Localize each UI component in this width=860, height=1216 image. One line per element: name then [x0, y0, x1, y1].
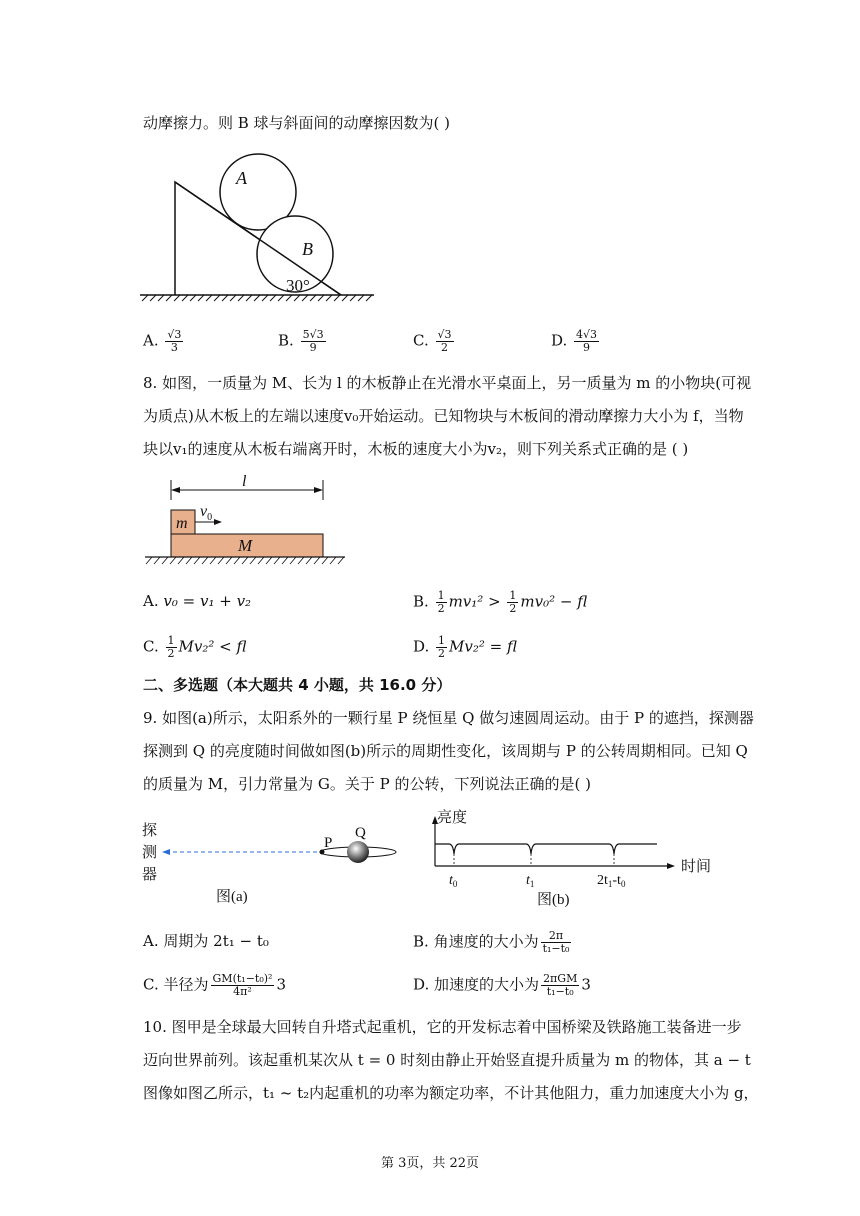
- planet-p-label: P: [324, 835, 333, 851]
- q8-board-figure: [140, 470, 360, 570]
- q8-option-d[interactable]: D. $\frac{1}{2}$ Mv₂² = fl: [413, 634, 518, 660]
- time-axis-label: 时间: [681, 857, 712, 875]
- q9-option-b[interactable]: B. 角速度的大小为 $\frac{2\pi}{\text{t₁−t₀}}$: [413, 929, 570, 955]
- q7-incline-figure: [138, 148, 378, 308]
- q10-line-1: 10. 图甲是全球最大回转自升塔式起重机，它的开发标志着中国桥梁及铁路施工装备进一步: [143, 1018, 742, 1036]
- q9-line-2: 探测到 Q 的亮度随时间做如图(b)所示的周期性变化，该周期与 P 的公转周期相同。已知 Q: [143, 742, 748, 760]
- q10-line-3: 图像如图乙所示，t₁ ~ t₂内起重机的功率为额定功率，不计其他阻力，重力加速度大小为 g，: [143, 1084, 759, 1102]
- q8-line-1: 8. 如图，一质量为 M、长为 l 的木板静止在光滑水平桌面上，另一质量为 m 的小物块(可视: [143, 374, 752, 392]
- page-footer: 第 3页，共 22页: [380, 1156, 480, 1171]
- svg-text:测: 测: [142, 843, 158, 861]
- q10-line-2: 迈向世界前列。该起重机某次从 t = 0 时刻由静止开始竖直提升质量为 m 的物体，其 a − t: [143, 1051, 751, 1069]
- brightness-axis-label: 亮度: [437, 808, 468, 826]
- q9-option-a[interactable]: A. 周期为 2t₁ − t₀: [143, 932, 269, 950]
- velocity-label: $v_0$: [200, 503, 213, 523]
- block-label: m: [176, 515, 188, 532]
- q7-option-b[interactable]: B. $\frac{5√3}{9}$: [278, 328, 324, 354]
- q7-option-a[interactable]: A. $\frac{√3}{3}$: [143, 328, 182, 354]
- ball-a-label: A: [236, 168, 247, 188]
- q8-option-b[interactable]: B. $\frac{1}{2}$ mv₁² > $\frac{1}{2}$ mv₀² − fl: [413, 589, 588, 615]
- ball-b-label: B: [302, 239, 313, 259]
- tick-2t1-t0: $2t_1-t_0$: [597, 873, 626, 889]
- angle-label: 30°: [286, 276, 310, 295]
- section-heading-multi-choice: 二、多选题（本大题共 4 小题，共 16.0 分）: [143, 676, 452, 694]
- q7-option-d[interactable]: D. $\frac{4√3}{9}$: [551, 328, 598, 354]
- q8-option-a[interactable]: A. v₀ = v₁ + v₂: [143, 592, 252, 610]
- svg-text:器: 器: [142, 865, 158, 883]
- star-q: [347, 841, 369, 863]
- q8-option-c[interactable]: C. $\frac{1}{2}$ Mv₂² < fl: [143, 634, 247, 660]
- q8-line-2: 为质点)从木板上的左端以速度v₀开始运动。已知物块与木板间的滑动摩擦力大小为 f，当物: [143, 407, 744, 425]
- tick-t0: $t_0$: [449, 873, 458, 889]
- figure-b-caption: 图(b): [537, 892, 570, 908]
- q9-line-3: 的质量为 M，引力常量为 G。关于 P 的公转，下列说法正确的是( ): [143, 775, 591, 793]
- figure-a-caption: 图(a): [216, 889, 248, 905]
- tick-t1: $t_1$: [526, 873, 535, 889]
- board-label: M: [238, 536, 253, 555]
- q9-line-1: 9. 如图(a)所示，太阳系外的一颗行星 P 绕恒星 Q 做匀速圆周运动。由于 P 的遮挡，探测器: [143, 709, 754, 727]
- brightness-curve: [435, 844, 657, 854]
- q8-line-3: 块以v₁的速度从木板右端离开时，木板的速度大小为v₂，则下列关系式正确的是 ( ): [143, 440, 689, 458]
- q9-figure-b: [425, 808, 725, 913]
- q7-tail-text: 动摩擦力。则 B 球与斜面间的动摩擦因数为( ): [143, 114, 451, 132]
- q9-option-d[interactable]: D. 加速度的大小为 $\frac{\text{2πGM}}{\text{t₁−t₀}}$ 3: [413, 972, 591, 998]
- svg-text:探: 探: [142, 821, 158, 839]
- q7-option-c[interactable]: C. $\frac{√3}{2}$: [413, 328, 452, 354]
- q9-figure-a: [138, 815, 408, 910]
- star-q-label: Q: [355, 825, 366, 841]
- q9-option-c[interactable]: C. 半径为 $\frac{\text{GM(t₁−t₀)²}}{\text{4π²}}$ 3: [143, 972, 286, 998]
- length-label: l: [242, 473, 247, 490]
